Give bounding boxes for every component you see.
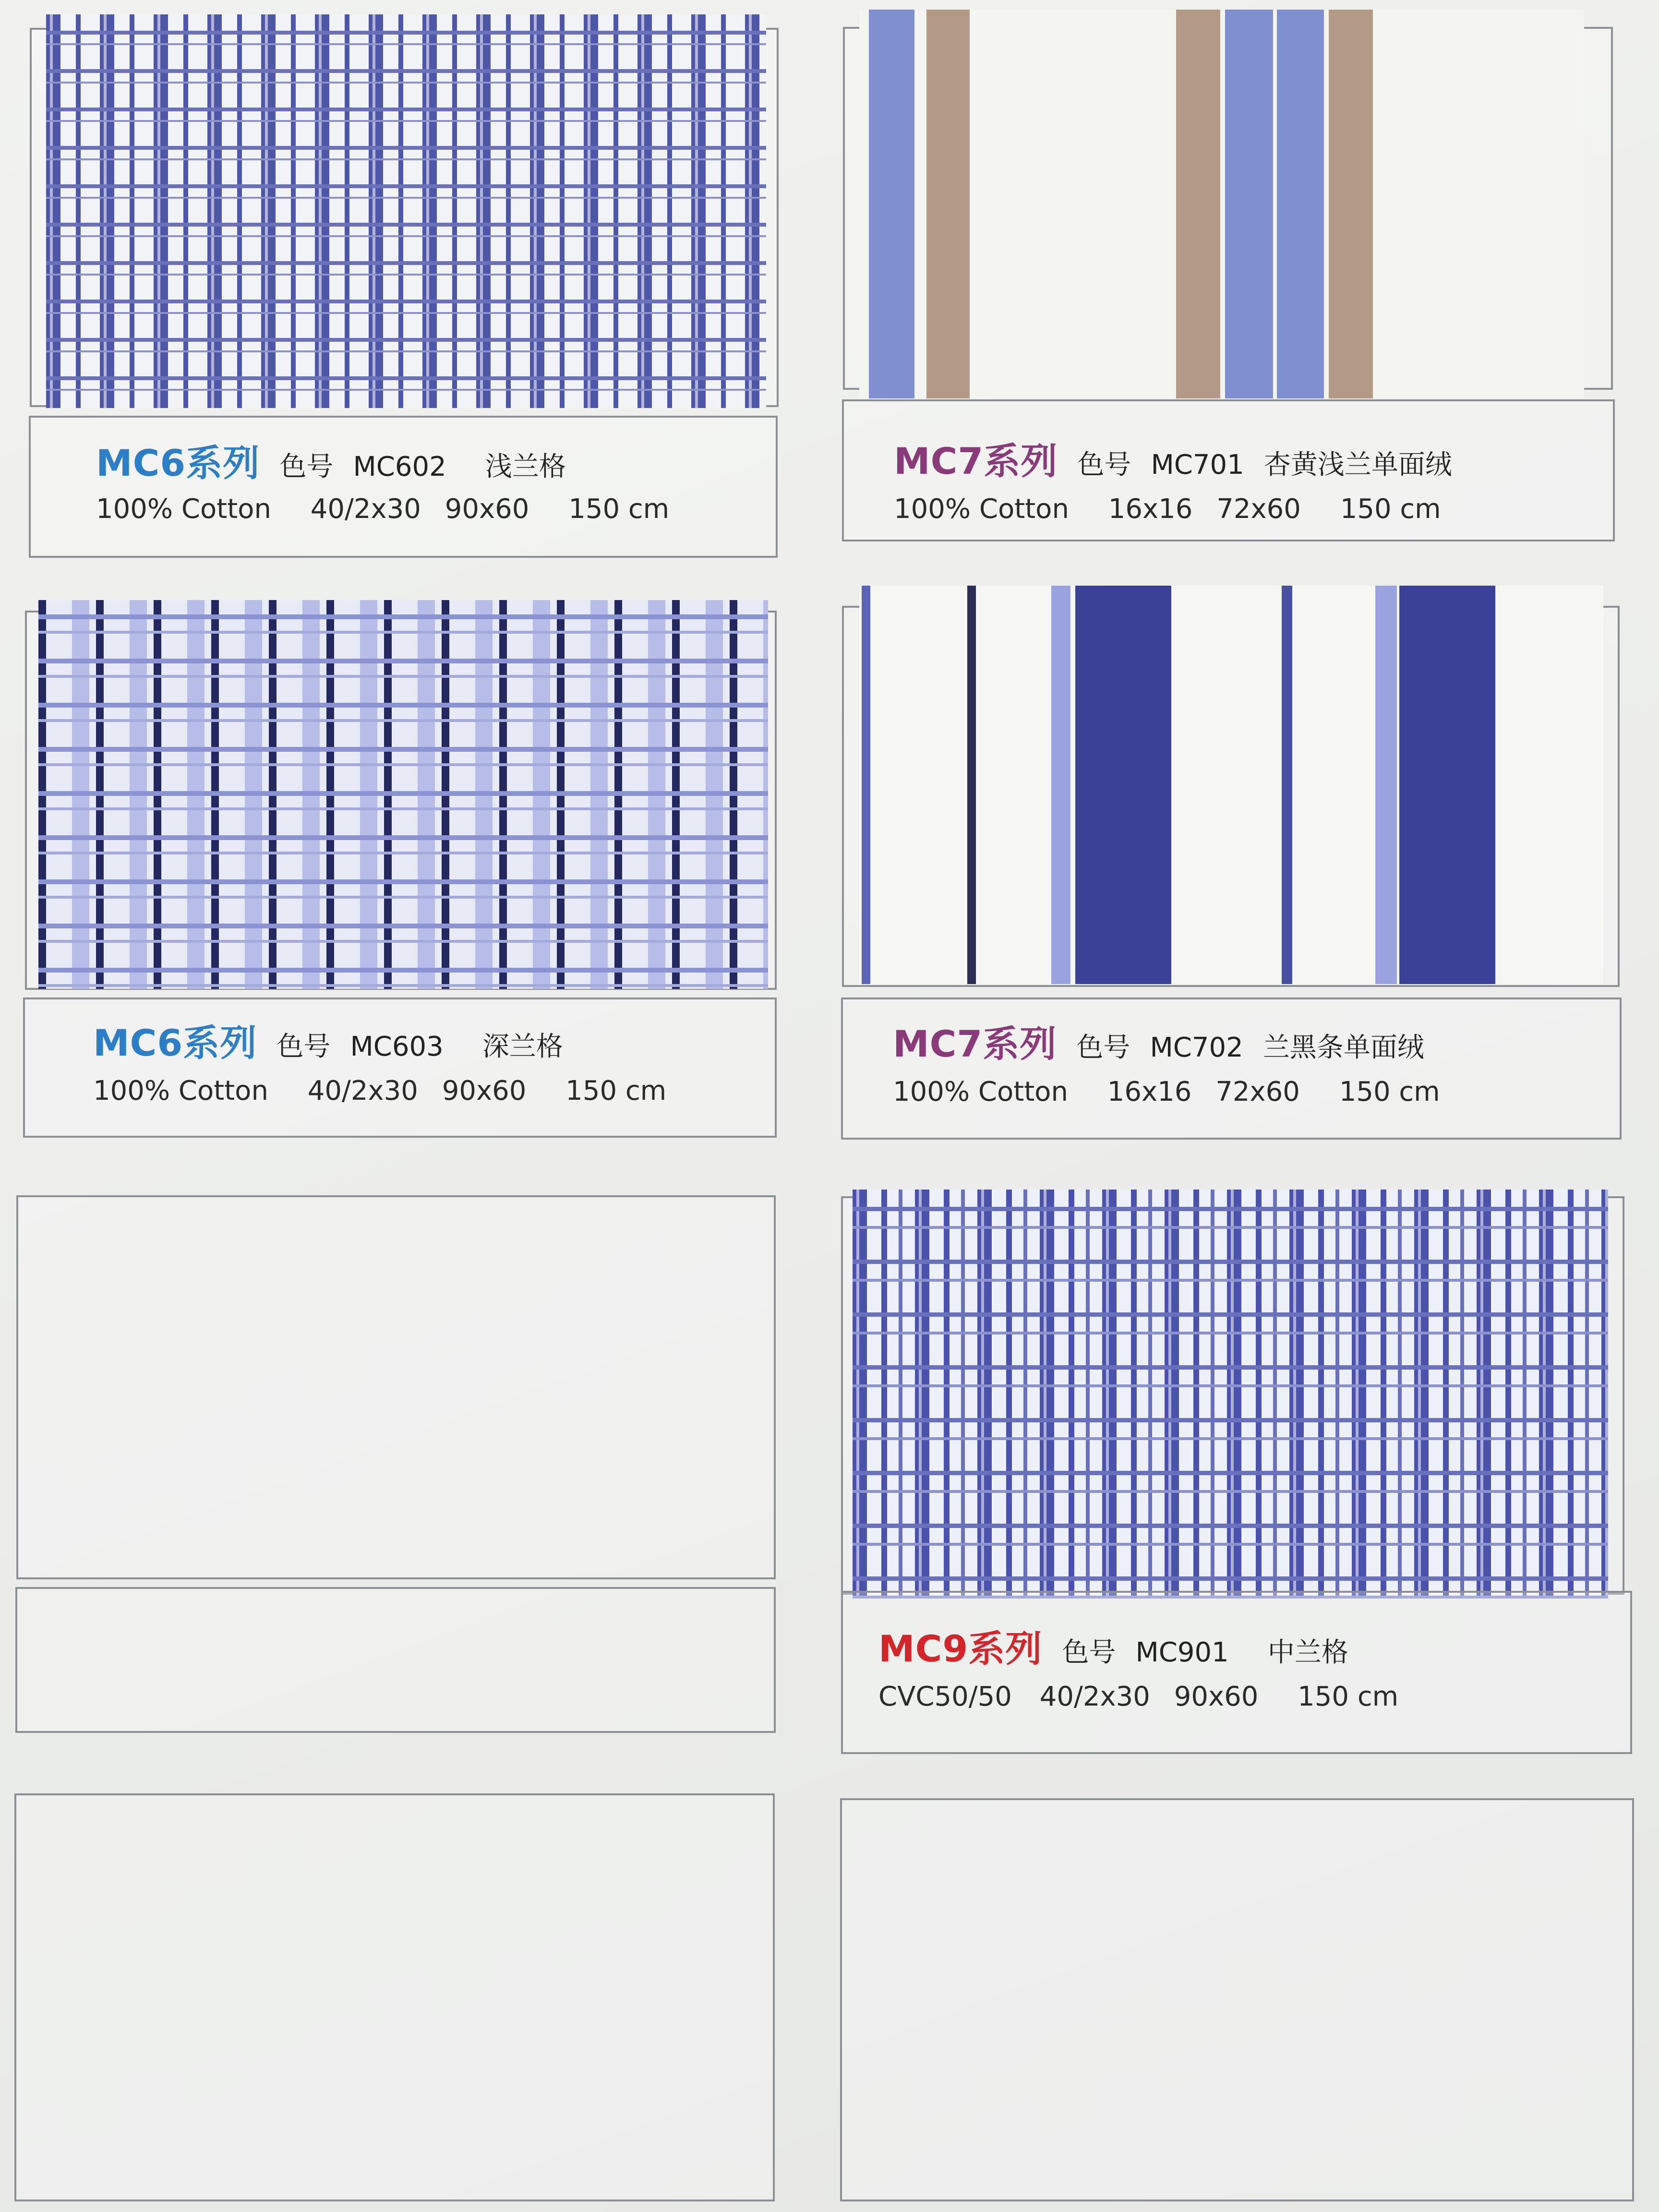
color-name: 深兰格 [482,1031,563,1062]
series-name: MC7系列 [894,440,1058,482]
fabric-swatch-mc901 [853,1190,1608,1599]
fabric-swatch-mc602 [46,14,766,408]
stripe-pattern-mc701 [859,10,1584,398]
width: 150 cm [1298,1681,1399,1712]
label-specs [894,493,1472,525]
density: 90x60 [445,493,529,525]
label-mc701 [894,432,1604,538]
width: 150 cm [1339,1076,1440,1107]
yarn-count: 40/2x30 [310,493,421,525]
composition: 100% Cotton [894,493,1069,525]
yarn-count: 40/2x30 [1039,1681,1150,1712]
label-row1 [93,1014,563,1066]
width: 150 cm [565,1075,667,1106]
series-name: MC7系列 [893,1022,1057,1065]
density: 72x60 [1216,493,1301,525]
yarn-count: 16x16 [1108,493,1193,525]
color-name: 中兰格 [1267,1637,1348,1668]
width: 150 cm [568,493,670,525]
density: 72x60 [1215,1076,1300,1107]
color-code: MC702 [1150,1032,1243,1063]
label-mc901 [878,1620,1618,1735]
fabric-swatch-mc702 [859,586,1603,984]
empty-swatch-frame [840,1798,1634,2201]
width: 150 cm [1340,493,1441,525]
empty-swatch-frame [16,1195,776,1579]
color-name: 兰黑条单面绒 [1262,1032,1424,1063]
density: 90x60 [1174,1681,1259,1712]
color-label: 色号 [279,451,334,482]
yarn-count: 16x16 [1107,1076,1192,1107]
label-mc603 [93,1014,765,1119]
color-label: 色号 [1076,1032,1130,1063]
yarn-count: 40/2x30 [307,1075,418,1106]
plaid-pattern-mc602 [46,14,766,408]
color-label: 色号 [1062,1637,1116,1668]
fabric-swatch-mc701 [859,10,1584,398]
color-label: 色号 [276,1031,331,1062]
label-row1 [893,1015,1424,1067]
series-name: MC9系列 [878,1627,1043,1670]
empty-swatch-frame [14,1793,775,2201]
stripe-pattern-mc702 [859,586,1603,984]
color-name: 浅兰格 [485,451,566,482]
composition: 100% Cotton [96,493,271,525]
color-code: MC603 [350,1031,444,1062]
color-name: 杏黄浅兰单面绒 [1263,449,1452,481]
color-code: MC701 [1151,449,1244,481]
label-specs [93,1075,697,1106]
color-code: MC602 [353,451,446,482]
series-name: MC6系列 [93,1022,257,1064]
empty-label-frame [15,1587,776,1733]
label-mc702 [893,1015,1613,1120]
composition: 100% Cotton [893,1076,1068,1107]
plaid-pattern-mc603 [38,600,768,989]
label-mc602 [96,434,768,540]
label-row1 [894,432,1452,484]
label-row1 [878,1620,1348,1672]
fabric-swatch-mc603 [38,600,768,989]
color-code: MC901 [1135,1637,1229,1668]
label-specs [893,1076,1471,1107]
label-row1 [96,434,566,486]
label-specs [96,493,700,525]
density: 90x60 [442,1075,527,1106]
plaid-pattern-mc901 [853,1190,1608,1599]
composition: CVC50/50 [878,1681,1012,1712]
series-name: MC6系列 [96,442,260,484]
color-label: 色号 [1077,449,1131,481]
label-specs [878,1681,1429,1712]
composition: 100% Cotton [93,1075,268,1106]
